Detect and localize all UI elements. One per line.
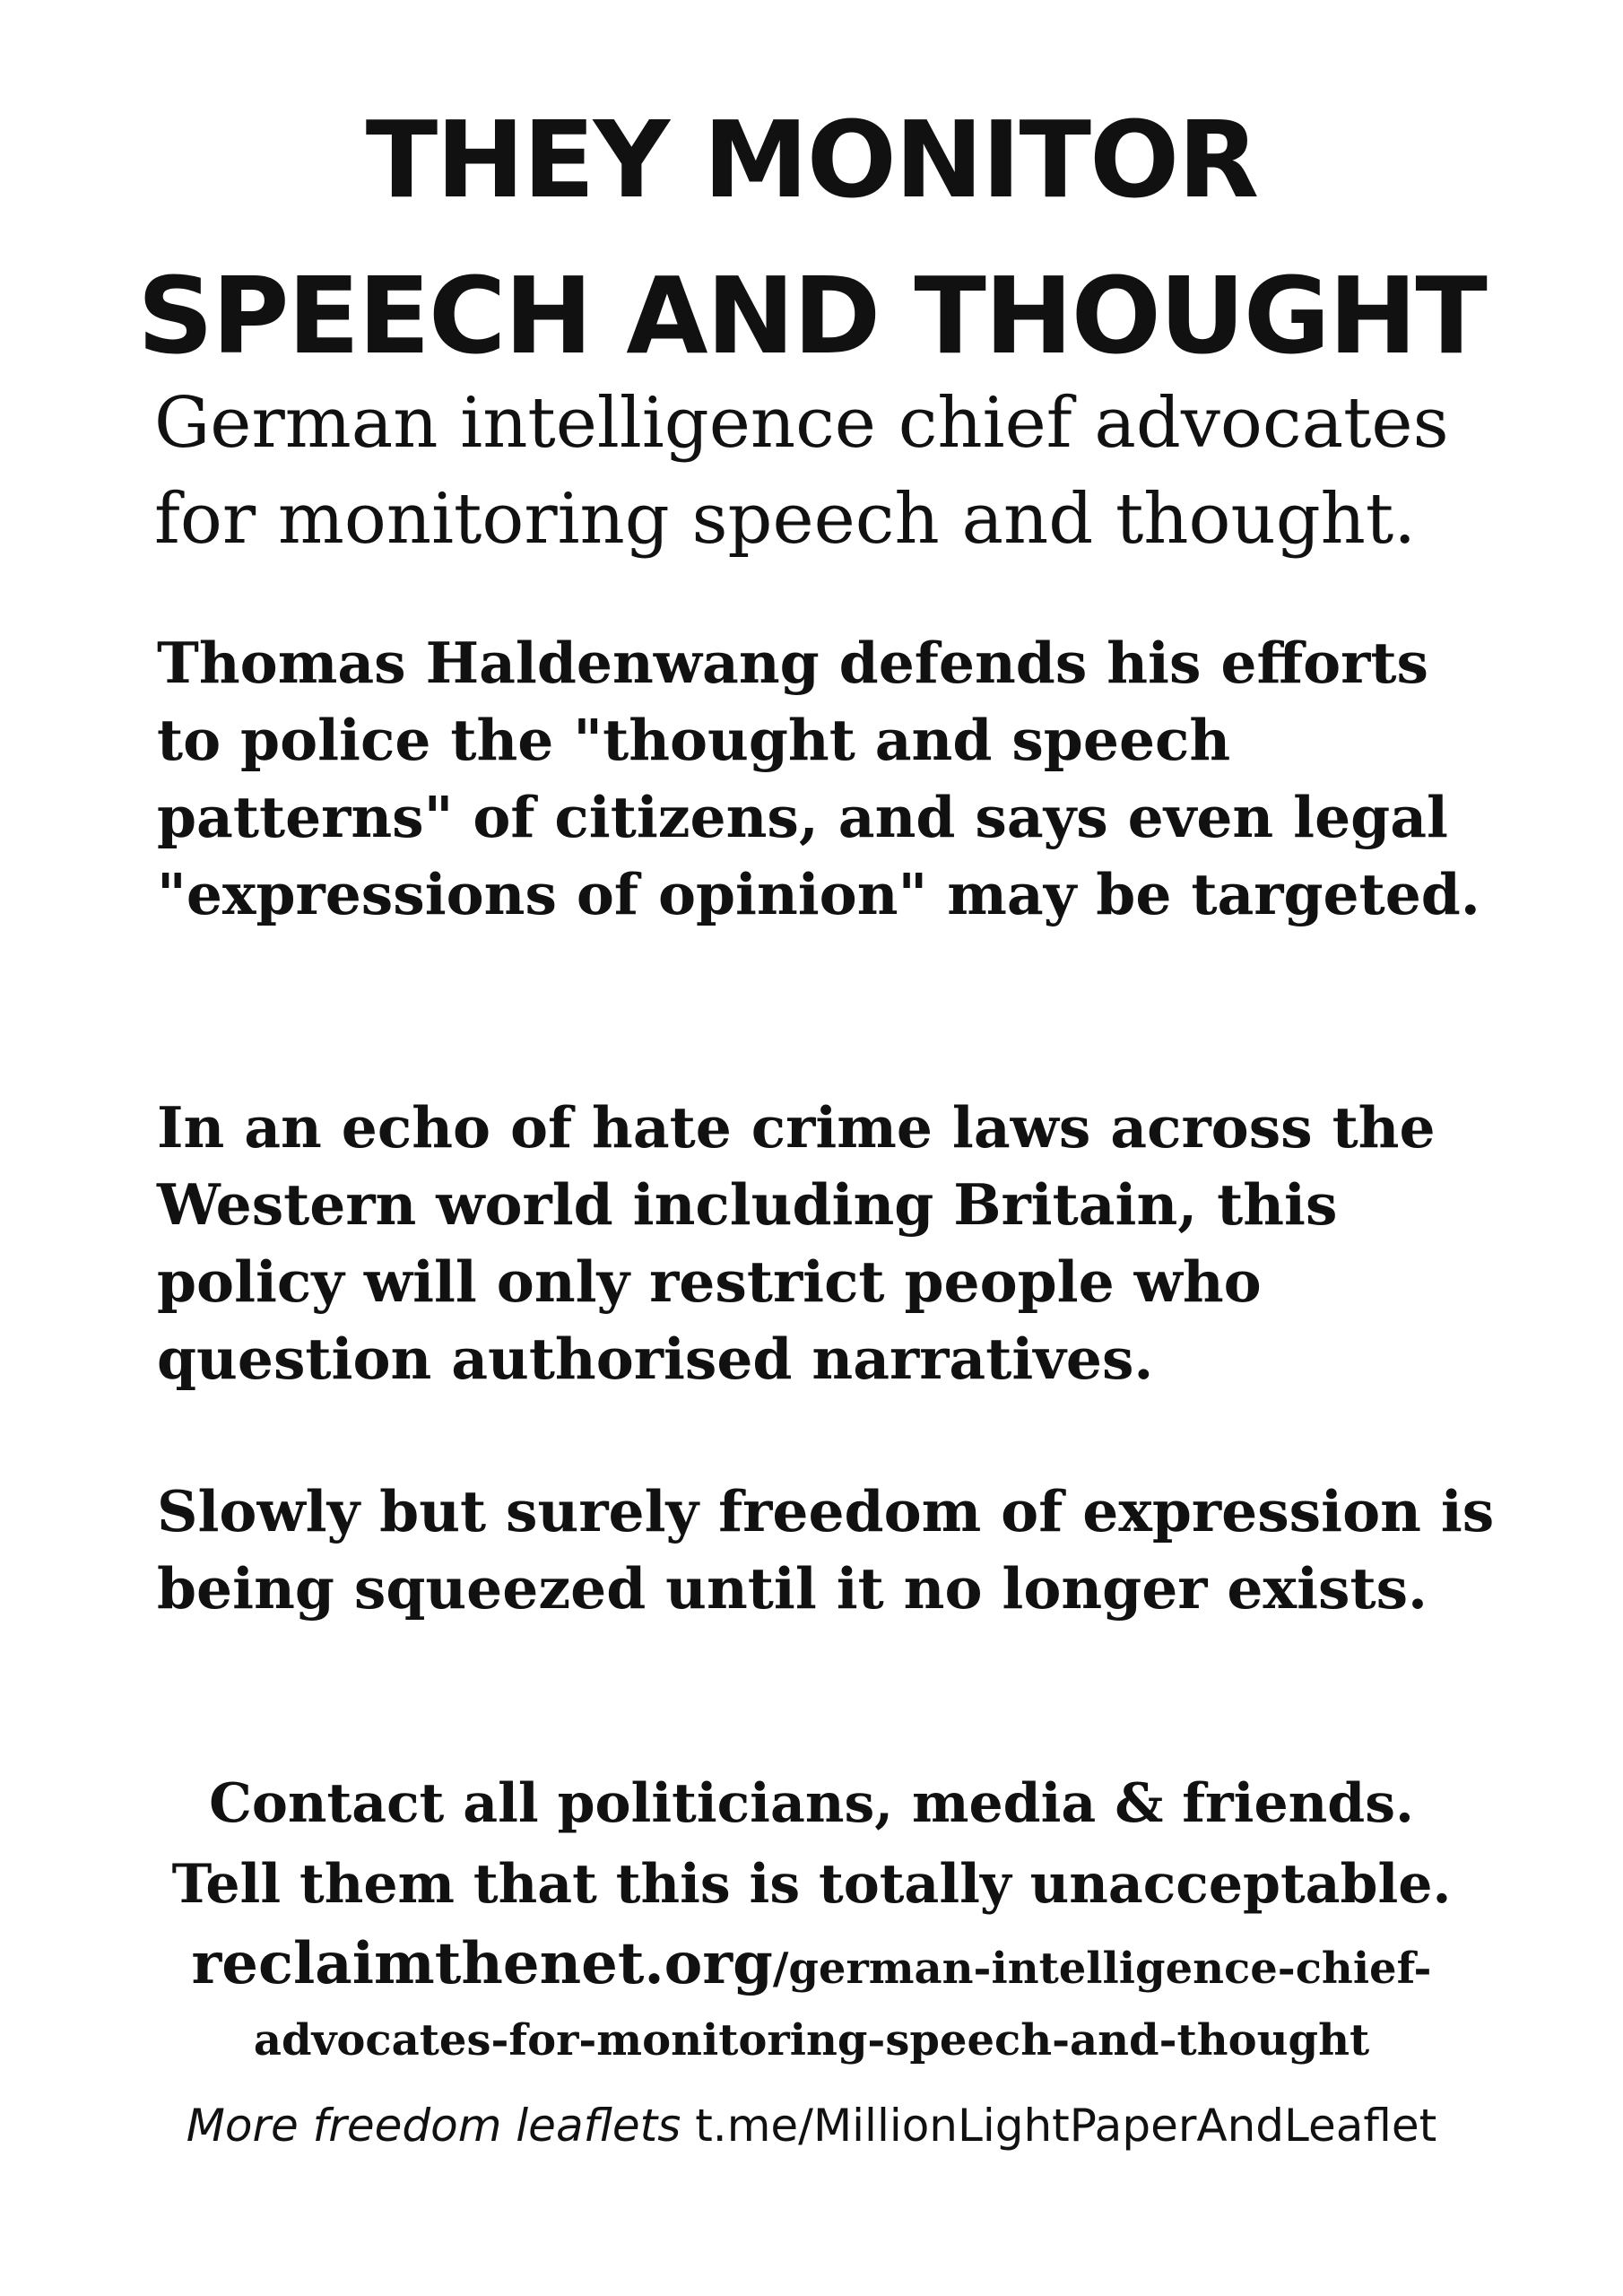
footer-label: More freedom leaflets — [186, 2100, 681, 2152]
paragraph-hate-crime-laws: In an echo of hate crime laws across the Western world including Britain, this policy will only restrict people who question authorised narratives. — [157, 1094, 1436, 1392]
headline-line-2: SPEECH AND THOUGHT — [137, 254, 1486, 378]
paragraph-freedom-of-expression: Slowly but surely freedom of expression is being squeezed until it no longer exists. — [157, 1478, 1495, 1622]
source-url-line-1[interactable] — [135, 1928, 1488, 2005]
footer-link[interactable]: t.me/MillionLightPaperAndLeaflet — [695, 2100, 1437, 2152]
paragraph-haldenwang: Thomas Haldenwang defends his efforts to police the "thought and speech patterns" of citizens, and says even legal "expressions of opinion" may be targeted. — [157, 630, 1480, 927]
source-url-line-2[interactable]: advocates-for-monitoring-speech-and-thought — [253, 2015, 1370, 2066]
call-to-action-line-2: Tell them that this is totally unacceptable. — [171, 1853, 1452, 1916]
source-url-domain[interactable]: reclaimthenet.org — [191, 1930, 773, 1997]
source-url-path-1[interactable]: /german-intelligence-chief- — [772, 1944, 1432, 1994]
subheadline-line-1: German intelligence chief advocates — [154, 383, 1449, 464]
footer-line — [135, 2090, 1488, 2161]
subheadline-line-2: for monitoring speech and thought. — [154, 479, 1417, 560]
call-to-action-line-1: Contact all politicians, media & friends. — [209, 1772, 1414, 1835]
headline-line-1: THEY MONITOR — [365, 98, 1258, 222]
